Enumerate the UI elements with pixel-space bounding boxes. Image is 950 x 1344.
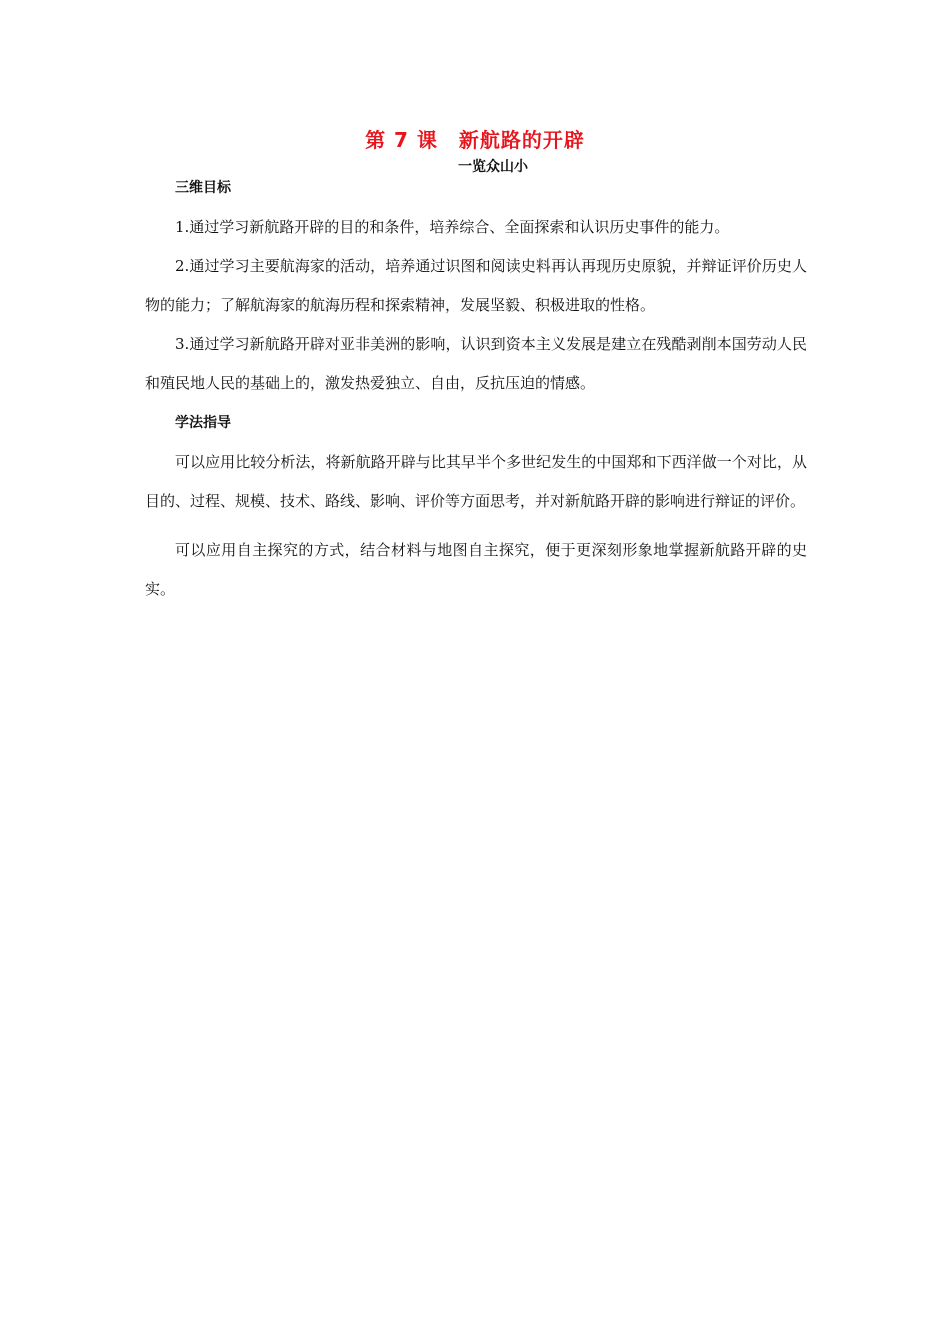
method-paragraph-1: 可以应用比较分析法，将新航路开辟与比其早半个多世纪发生的中国郑和下西洋做一个对比，从目的、过程、规模、技术、路线、影响、评价等方面思考，并对新航路开辟的影响进行辩证的评价。 <box>145 453 807 510</box>
heading-study-method: 学法指导 <box>175 415 231 431</box>
objective-paragraph-3: 3.通过学习新航路开辟对亚非美洲的影响，认识到资本主义发展是建立在残酷剥削本国劳动人民和殖民地人民的基础上的，激发热爱独立、自由，反抗压迫的情感。 <box>145 335 807 392</box>
lesson-title: 第 7 课 新航路的开辟 <box>365 128 585 152</box>
method-paragraph-2: 可以应用自主探究的方式，结合材料与地图自主探究，便于更深刻形象地掌握新航路开辟的史实。 <box>145 541 807 598</box>
objective-paragraph-1: 1.通过学习新航路开辟的目的和条件，培养综合、全面探索和认识历史事件的能力。 <box>175 218 730 236</box>
section-subtitle: 一览众山小 <box>458 159 528 175</box>
heading-objectives: 三维目标 <box>175 180 231 196</box>
document-body <box>145 176 807 609</box>
objective-paragraph-2: 2.通过学习主要航海家的活动，培养通过识图和阅读史料再认再现历史原貌，并辩证评价历史人物的能力；了解航海家的航海历程和探索精神，发展坚毅、积极进取的性格。 <box>145 257 807 314</box>
